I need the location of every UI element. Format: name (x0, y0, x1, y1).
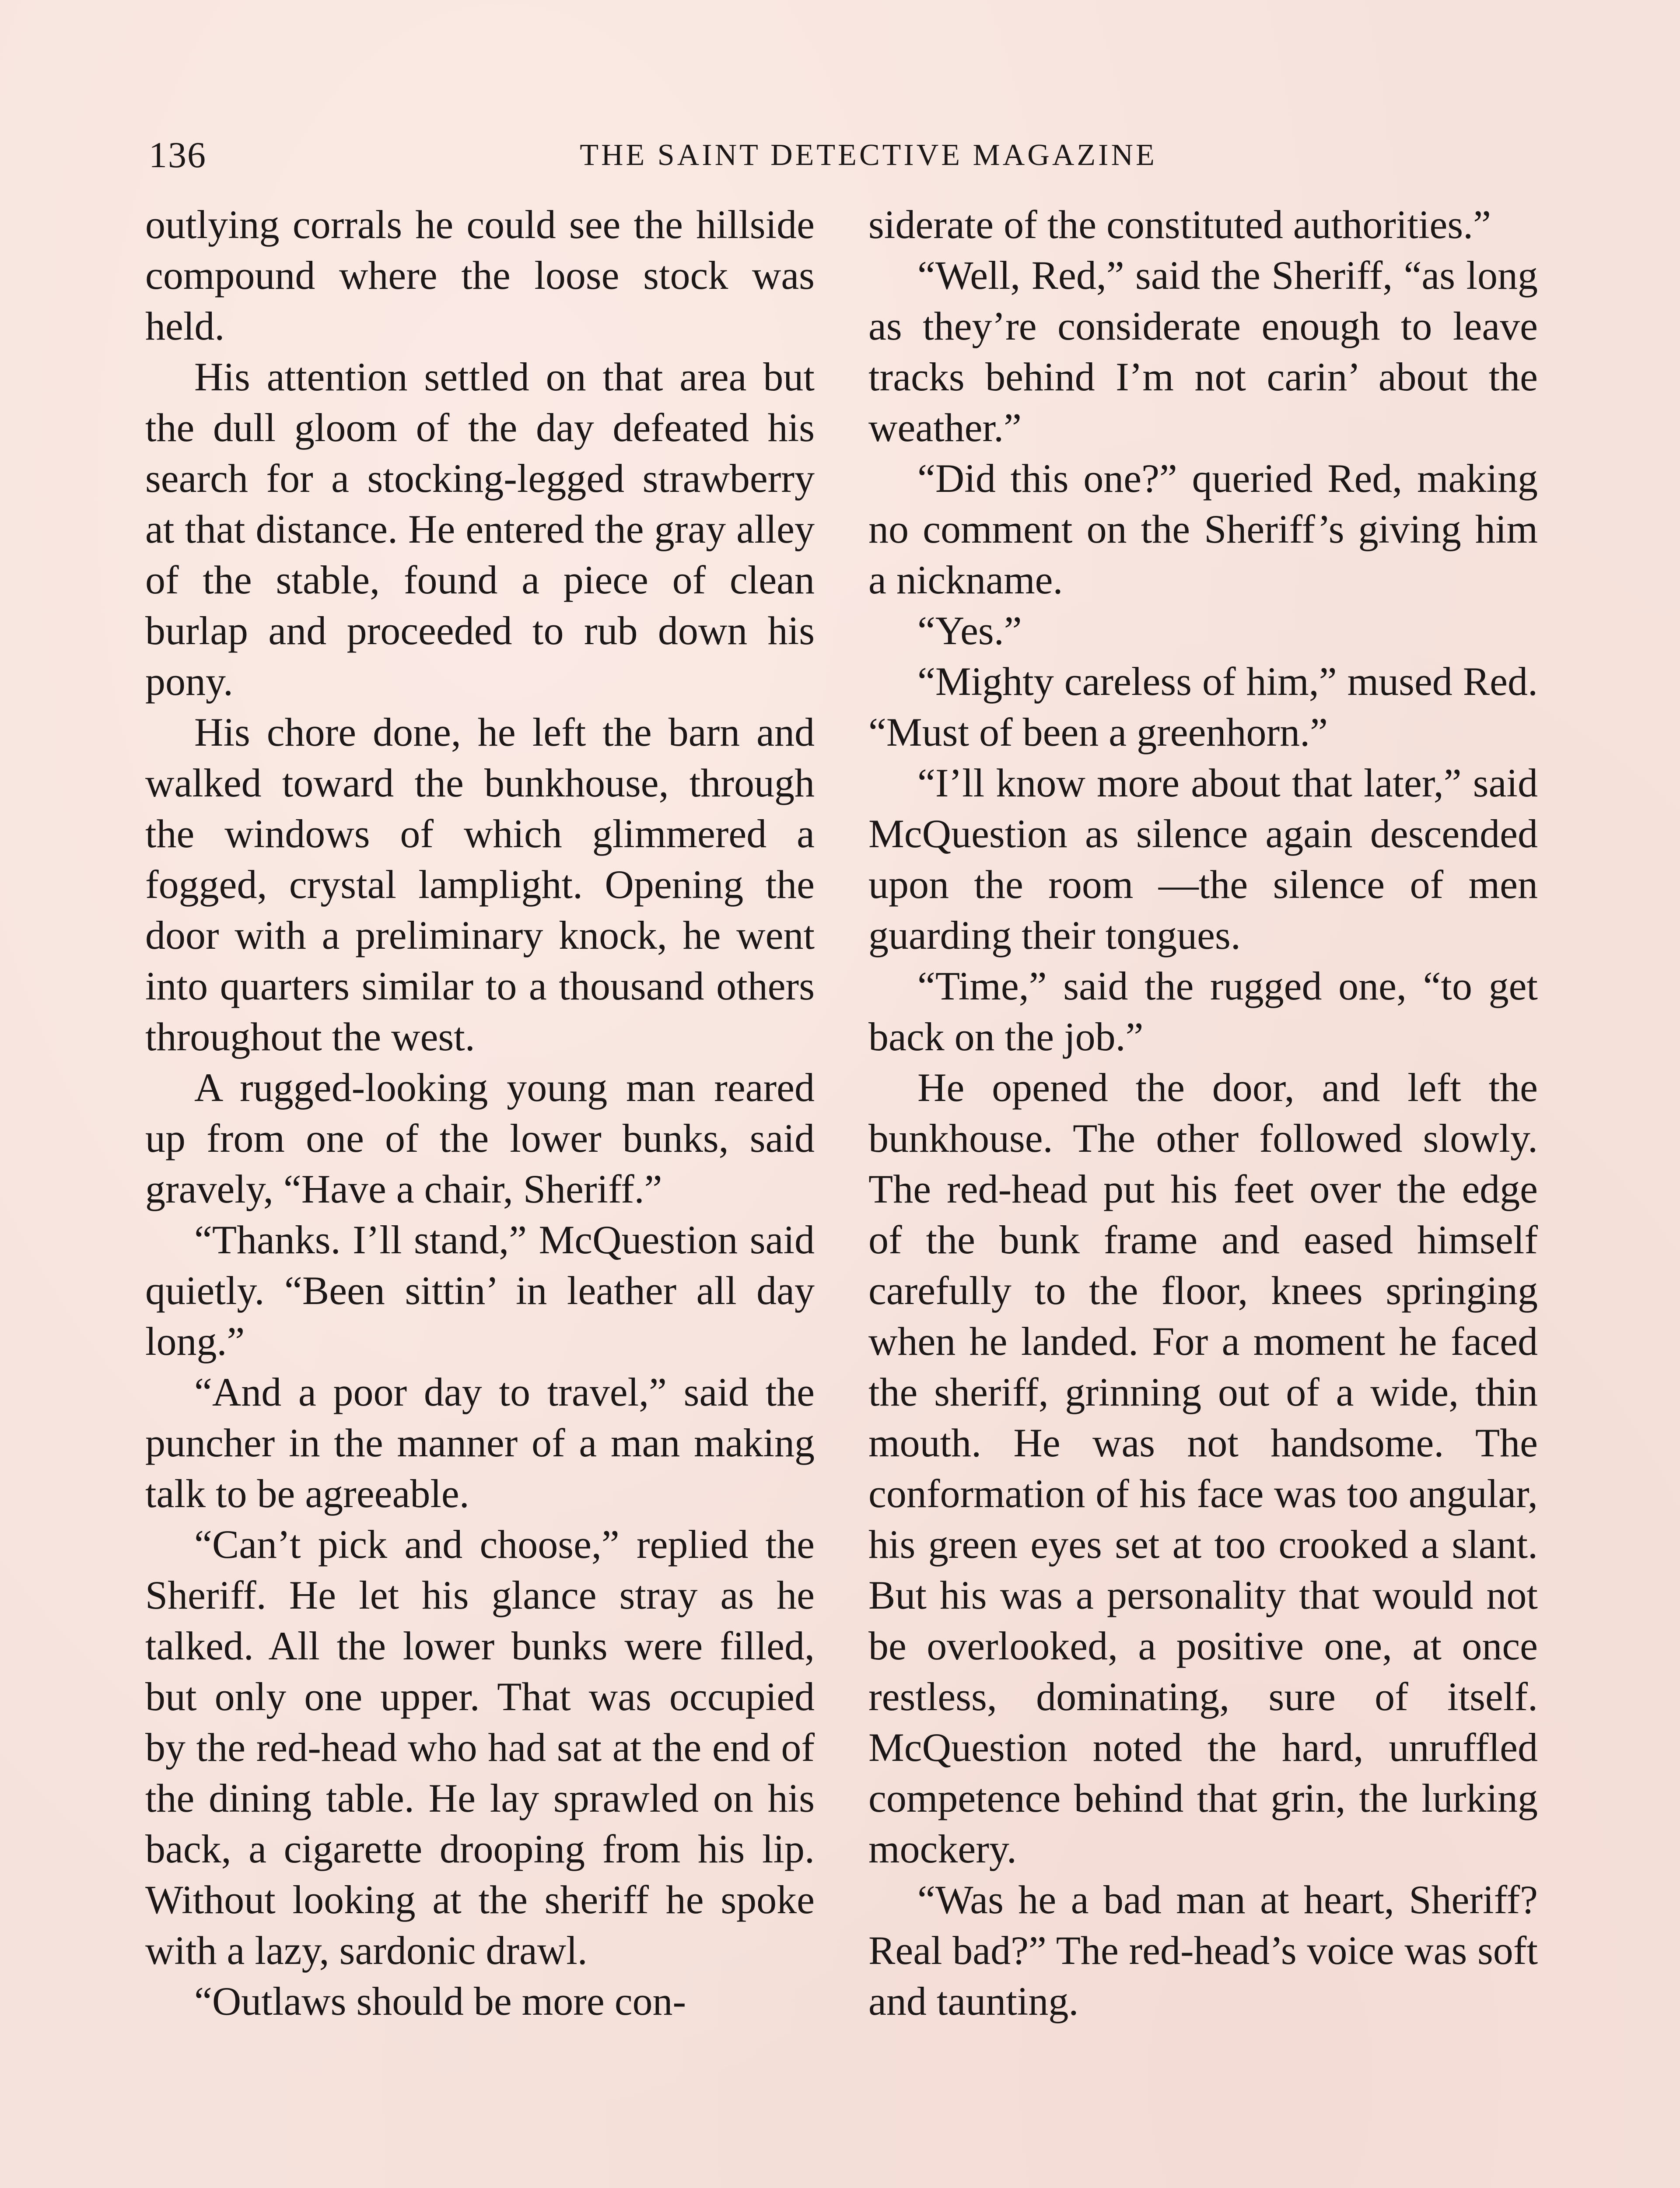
paragraph: “And a poor day to travel,” said the puncher in the manner of a man making talk to be agreeable. (145, 1370, 815, 1516)
running-title: THE SAINT DETECTIVE MAGAZINE (580, 138, 1157, 172)
paragraph: “Outlaws should be more con- (194, 1979, 686, 2023)
paragraph: “Time,” said the rugged one, “to get back on the job.” (868, 964, 1538, 1059)
paragraph: “I’ll know more about that later,” said McQuestion as silence again descended upon the room —the silence of men guarding their tongues. (868, 761, 1538, 957)
paragraph: A rugged-looking young man reared up from one of the lower bunks, said gravely, “Have a chair, Sheriff.” (145, 1065, 815, 1211)
paragraph: His attention settled on that area but the dull gloom of the day defeated his search for a stocking-legged strawberry at that distance. He entered the gray alley of the stable, found a piece of clean burlap and proceeded to rub down his pony. (145, 354, 815, 704)
paragraph: “Well, Red,” said the Sheriff, “as long as they’re considerate enough to leave tracks behind I’m not carin’ about the weather.” (868, 253, 1538, 450)
paragraph: His chore done, he left the barn and walked toward the bunkhouse, through the windows of which glimmered a fogged, crystal lamplight. Opening the door with a preliminary knock, he went into quarters similar to a thousand others throughout the west. (145, 710, 815, 1059)
paragraph: “Mighty careless of him,” mused Red. “Must of been a greenhorn.” (868, 659, 1538, 754)
page-number: 136 (149, 135, 206, 175)
page-header (144, 131, 1540, 179)
paragraph: “Can’t pick and choose,” replied the Sheriff. He let his glance stray as he talked. All the lower bunks were filled, but only one upper. That was occupied by the red-head who had sat at the end of the dining table. He lay sprawled on his back, a cigarette drooping from his lip. Without looking at the sheriff he spoke with a lazy, sardonic drawl. (145, 1522, 815, 1973)
right-text-column (868, 199, 1538, 2027)
left-text-column (145, 199, 815, 2027)
paragraph: He opened the door, and left the bunkhouse. The other followed slowly. The red-head put his feet over the edge of the bunk frame and eased himself carefully to the floor, knees springing when he landed. For a moment he faced the sheriff, grinning out of a wide, thin mouth. He was not handsome. The conformation of his face was too angular, his green eyes set at too crooked a slant. But his was a personality that would not be overlooked, a positive one, at once restless, dominating, sure of itself. McQuestion noted the hard, unruffled competence behind that grin, the lurking mockery. (868, 1065, 1538, 1871)
paragraph: outlying corrals he could see the hillside compound where the loose stock was held. (145, 202, 815, 348)
paragraph: siderate of the constituted authorities.” (868, 202, 1491, 247)
paragraph: “Yes.” (917, 608, 1022, 653)
paragraph: “Thanks. I’ll stand,” McQuestion said quietly. “Been sittin’ in leather all day long.” (145, 1217, 815, 1364)
paragraph: “Did this one?” queried Red, making no comment on the Sheriff’s giving him a nickname. (868, 456, 1538, 602)
paragraph: “Was he a bad man at heart, Sheriff? Real bad?” The red-head’s voice was soft and taunting. (868, 1877, 1538, 2023)
